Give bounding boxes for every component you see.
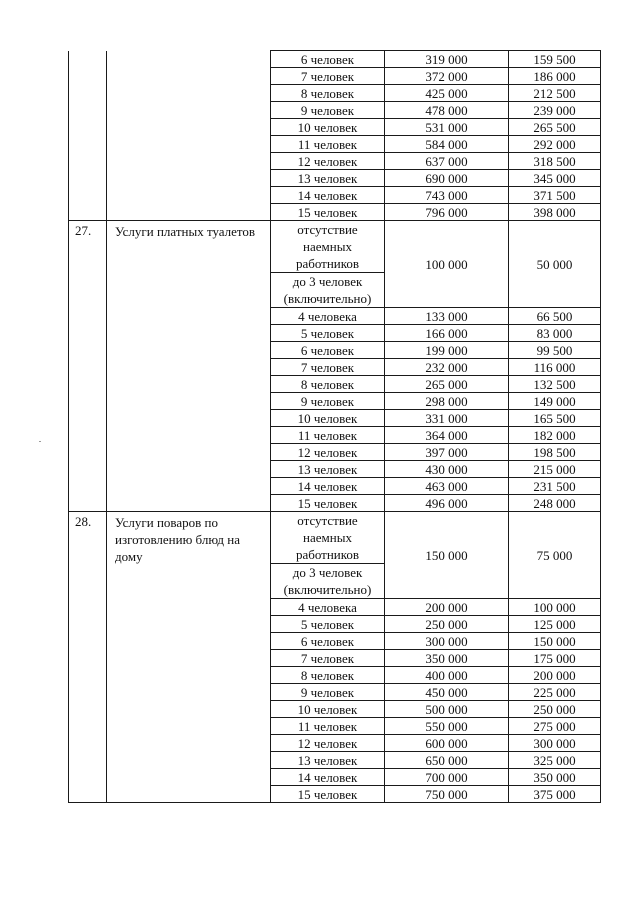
employee-count-cell: 14 человек [271,478,385,495]
tariff-full-cell: 750 000 [385,786,509,803]
employee-count-cell: 4 человека [271,308,385,325]
tariff-half-cell: 132 500 [509,376,601,393]
employee-count-cell: 4 человека [271,599,385,616]
tariff-full-cell: 430 000 [385,461,509,478]
item-number: 28. [69,512,107,803]
no-employees-cell: отсутствие наемных работников [271,221,385,273]
employee-count-cell: 7 человек [271,359,385,376]
employee-count-cell: 5 человек [271,325,385,342]
base-tariff-half: 50 000 [509,221,601,308]
tariff-full-cell: 550 000 [385,718,509,735]
base-tariff-full: 100 000 [385,221,509,308]
employee-count-cell: 12 человек [271,735,385,752]
tariff-full-cell: 796 000 [385,204,509,221]
employee-count-cell: 6 человек [271,342,385,359]
tariff-half-cell: 182 000 [509,427,601,444]
employee-count-cell: 15 человек [271,204,385,221]
section-27 [69,221,601,512]
service-name: Услуги платных туалетов [107,221,271,512]
tariff-half-cell: 149 000 [509,393,601,410]
tariff-half-cell: 248 000 [509,495,601,512]
employee-count-cell: 8 человек [271,376,385,393]
employee-count-cell: 14 человек [271,187,385,204]
tariff-half-cell: 345 000 [509,170,601,187]
employee-count-cell: 5 человек [271,616,385,633]
tariff-full-cell: 531 000 [385,119,509,136]
up-to-3-employees-cell: до 3 человек (включительно) [271,564,385,599]
tariff-half-cell: 215 000 [509,461,601,478]
employee-count-cell: 13 человек [271,752,385,769]
tariff-half-cell: 150 000 [509,633,601,650]
employee-count-cell: 10 человек [271,410,385,427]
employee-count-cell: 13 человек [271,170,385,187]
employee-count-cell: 7 человек [271,68,385,85]
employee-count-cell: 12 человек [271,444,385,461]
tariff-full-cell: 298 000 [385,393,509,410]
tariff-half-cell: 325 000 [509,752,601,769]
tariff-half-cell: 100 000 [509,599,601,616]
tariff-full-cell: 496 000 [385,495,509,512]
employee-count-cell: 10 человек [271,701,385,718]
service-name: Услуги поваров по изготовлению блюд на дому [107,512,271,803]
tariff-half-cell: 165 500 [509,410,601,427]
tariff-half-cell: 212 500 [509,85,601,102]
tariff-half-cell: 116 000 [509,359,601,376]
table-row-no-employees [69,221,601,273]
item-number: 27. [69,221,107,512]
table-row-no-employees [69,512,601,564]
tariff-half-cell: 99 500 [509,342,601,359]
employee-count-cell: 8 человек [271,85,385,102]
tariff-half-cell: 125 000 [509,616,601,633]
tariff-half-cell: 250 000 [509,701,601,718]
tariff-half-cell: 239 000 [509,102,601,119]
tariff-half-cell: 159 500 [509,51,601,68]
tariff-half-cell: 175 000 [509,650,601,667]
tariff-half-cell: 371 500 [509,187,601,204]
tariff-half-cell: 292 000 [509,136,601,153]
tariff-full-cell: 650 000 [385,752,509,769]
tariff-half-cell: 186 000 [509,68,601,85]
tariff-half-cell: 66 500 [509,308,601,325]
tariff-full-cell: 319 000 [385,51,509,68]
tariff-full-cell: 700 000 [385,769,509,786]
tariff-half-cell: 265 500 [509,119,601,136]
tariff-full-cell: 450 000 [385,684,509,701]
employee-count-cell: 12 человек [271,153,385,170]
employee-count-cell: 15 человек [271,495,385,512]
tariff-full-cell: 199 000 [385,342,509,359]
tariff-full-cell: 200 000 [385,599,509,616]
tariff-full-cell: 478 000 [385,102,509,119]
employee-count-cell: 8 человек [271,667,385,684]
base-tariff-full: 150 000 [385,512,509,599]
tariff-full-cell: 743 000 [385,187,509,204]
base-tariff-half: 75 000 [509,512,601,599]
service-cell-continued [107,51,271,221]
employee-count-cell: 6 человек [271,633,385,650]
employee-count-cell: 11 человек [271,136,385,153]
tariff-full-cell: 331 000 [385,410,509,427]
employee-count-cell: 15 человек [271,786,385,803]
tariff-full-cell: 166 000 [385,325,509,342]
section-continued [69,51,601,221]
tariff-half-cell: 83 000 [509,325,601,342]
up-to-3-employees-cell: до 3 человек (включительно) [271,273,385,308]
tariff-half-cell: 318 500 [509,153,601,170]
tariff-full-cell: 690 000 [385,170,509,187]
employee-count-cell: 9 человек [271,102,385,119]
tariff-full-cell: 637 000 [385,153,509,170]
tariff-full-cell: 350 000 [385,650,509,667]
tariff-full-cell: 397 000 [385,444,509,461]
tariff-full-cell: 232 000 [385,359,509,376]
tariff-full-cell: 265 000 [385,376,509,393]
tariff-half-cell: 375 000 [509,786,601,803]
tariff-full-cell: 364 000 [385,427,509,444]
number-cell-continued [69,51,107,221]
tariff-full-cell: 372 000 [385,68,509,85]
tariff-table [68,50,601,803]
tariff-half-cell: 275 000 [509,718,601,735]
employee-count-cell: 9 человек [271,393,385,410]
employee-count-cell: 7 человек [271,650,385,667]
tariff-half-cell: 231 500 [509,478,601,495]
scan-speck [39,441,41,442]
employee-count-cell: 13 человек [271,461,385,478]
employee-count-cell: 10 человек [271,119,385,136]
no-employees-cell: отсутствие наемных работников [271,512,385,564]
tariff-full-cell: 425 000 [385,85,509,102]
employee-count-cell: 11 человек [271,718,385,735]
tariff-half-cell: 398 000 [509,204,601,221]
employee-count-cell: 14 человек [271,769,385,786]
tariff-full-cell: 463 000 [385,478,509,495]
tariff-full-cell: 584 000 [385,136,509,153]
tariff-full-cell: 133 000 [385,308,509,325]
tariff-half-cell: 350 000 [509,769,601,786]
tariff-full-cell: 500 000 [385,701,509,718]
tariff-half-cell: 198 500 [509,444,601,461]
tariff-half-cell: 225 000 [509,684,601,701]
tariff-full-cell: 300 000 [385,633,509,650]
tariff-half-cell: 300 000 [509,735,601,752]
employee-count-cell: 6 человек [271,51,385,68]
tariff-full-cell: 250 000 [385,616,509,633]
table-row [69,51,601,68]
section-28 [69,512,601,803]
employee-count-cell: 9 человек [271,684,385,701]
employee-count-cell: 11 человек [271,427,385,444]
tariff-full-cell: 600 000 [385,735,509,752]
tariff-full-cell: 400 000 [385,667,509,684]
tariff-half-cell: 200 000 [509,667,601,684]
